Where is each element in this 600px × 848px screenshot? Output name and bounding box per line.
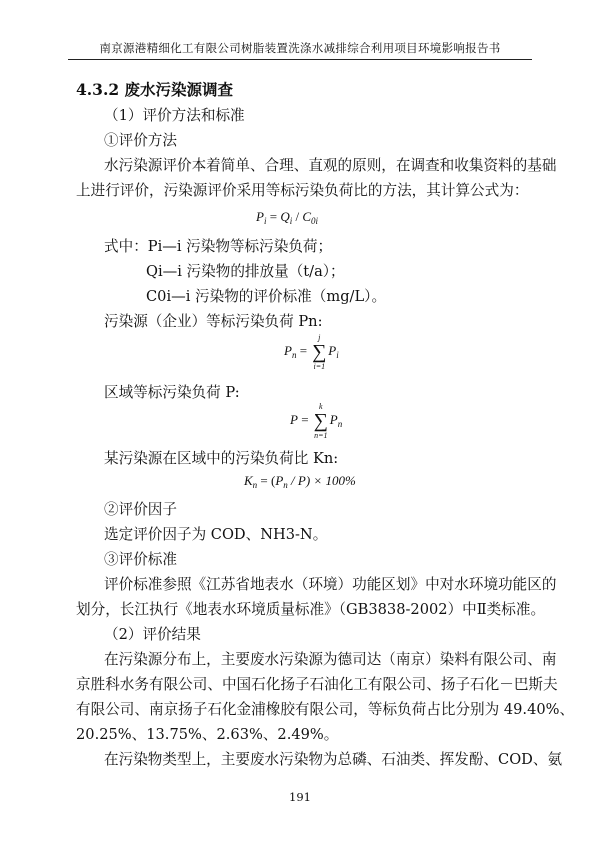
method-subtitle: ①评价方法 — [104, 132, 177, 149]
page-number: 191 — [289, 790, 311, 804]
section-heading: 4.3.2 废水污染源调查 — [76, 80, 234, 99]
where-line: Qi—i 污染物的排放量（t/a）； — [146, 263, 345, 280]
formula-pn: $P_n$ = j ∑ i=1 $P_i$ — [284, 333, 339, 371]
paragraph-line: 评价标准参照《江苏省地表水（环境）功能区划》中对水环境功能区的 — [104, 576, 557, 593]
running-header: 南京源港精细化工有限公司树脂装置洗涤水减排综合利用项目环境影响报告书 — [99, 41, 501, 55]
result-title: （2）评价结果 — [104, 626, 201, 643]
paragraph-line: 水污染源评价本着简单、合理、直观的原则，在调查和收集资料的基础 — [104, 157, 557, 174]
where-line: 式中：Pi—i 污染物等标污染负荷； — [104, 238, 333, 255]
formula-p: P = k ∑ n=1 $P_n$ — [290, 402, 343, 440]
factor-text: 选定评价因子为 COD、NH3-N。 — [104, 526, 328, 543]
where-line: C0i—i 污染物的评价标准（mg/L）。 — [146, 288, 387, 305]
paragraph-line: 有限公司、南京扬子石化金浦橡胶有限公司，等标负荷占比分别为 49.40%、 — [76, 701, 575, 718]
formula-pi: $P_i = Q_i / C_{0i}$ — [256, 209, 319, 226]
p-label: 区域等标污染负荷 P: — [104, 384, 240, 401]
paragraph-line: 划分，长江执行《地表水环境质量标准》（GB3838-2002）中Ⅱ类标准。 — [76, 601, 546, 618]
paragraph-line: 在污染物类型上，主要废水污染物为总磷、石油类、挥发酚、COD、氨 — [104, 751, 563, 768]
paragraph-line: 京胜科水务有限公司、中国石化扬子石油化工有限公司、扬子石化－巴斯夫 — [76, 676, 558, 693]
method-title: （1）评价方法和标准 — [104, 107, 245, 124]
header-rule — [68, 59, 532, 60]
pn-label: 污染源（企业）等标污染负荷 Pn: — [104, 313, 323, 330]
formula-kn: $K_n = (P_n / P) \times 100\%$ — [244, 473, 356, 490]
paragraph-line: 上进行评价，污染源评价采用等标污染负荷比的方法，其计算公式为： — [76, 182, 529, 199]
standard-title: ③评价标准 — [104, 551, 177, 568]
kn-label: 某污染源在区域中的污染负荷比 Kn: — [104, 450, 339, 467]
paragraph-line: 在污染源分布上，主要废水污染源为德司达（南京）染料有限公司、南 — [104, 651, 557, 668]
paragraph-line: 20.25%、13.75%、2.63%、2.49%。 — [76, 726, 339, 743]
sum-symbol: k ∑ n=1 — [313, 402, 328, 440]
factor-title: ②评价因子 — [104, 501, 177, 518]
sum-symbol: j ∑ i=1 — [312, 333, 327, 371]
